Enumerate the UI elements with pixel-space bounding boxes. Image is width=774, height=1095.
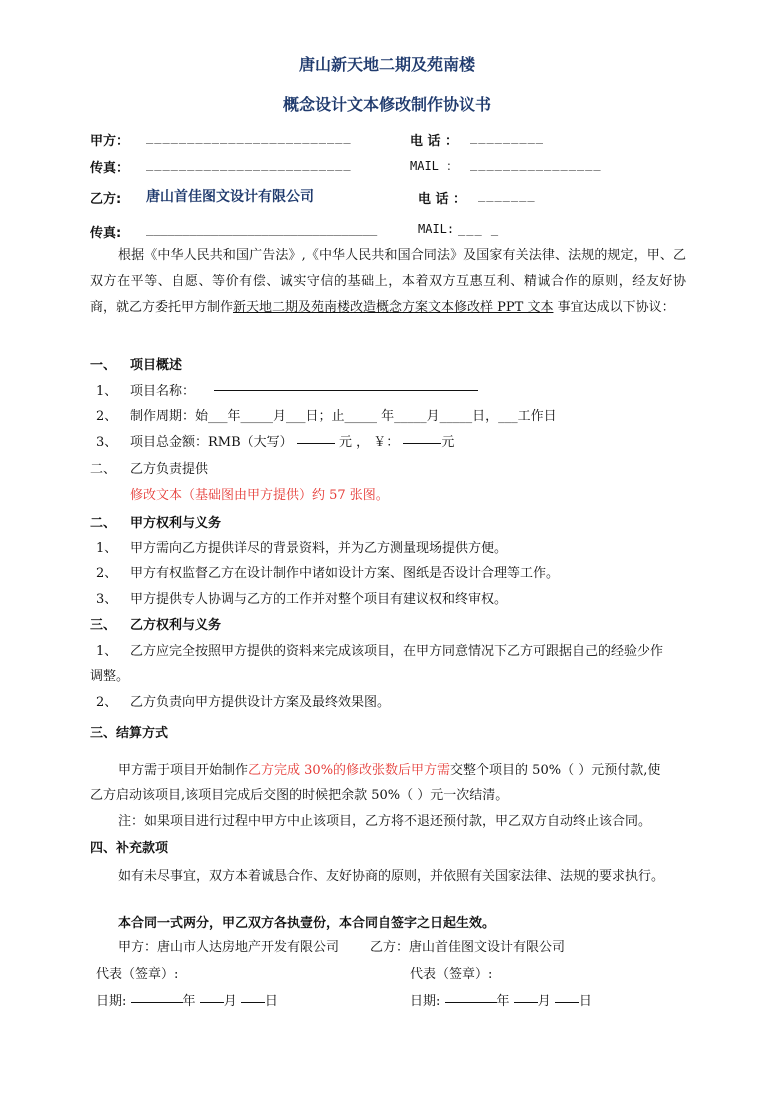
day-label: 日 bbox=[578, 994, 592, 1009]
party-b-mail-blank: ___ _ bbox=[458, 222, 500, 236]
section2a-title: 乙方负责提供 bbox=[130, 462, 209, 477]
settlement-text-b: 交整个项目的 50%（ ）元预付款,使 bbox=[450, 763, 661, 778]
intro-paragraph bbox=[90, 243, 686, 321]
section1-number: 一、 bbox=[90, 358, 117, 373]
party-a-phone-blank: _________ bbox=[470, 130, 545, 144]
year-label: 年 bbox=[182, 994, 196, 1009]
amount-upper-line bbox=[297, 442, 335, 444]
s3-item1-text: 乙方应完全按照甲方提供的资料来完成该项目，在甲方同意情况下乙方可跟据自己的经验少作 bbox=[130, 644, 664, 659]
s2-item3-num: 3、 bbox=[96, 592, 118, 607]
party-b-date bbox=[410, 990, 592, 1009]
party-b-mail-label: MAIL: bbox=[418, 222, 455, 236]
party-a-mail-blank: ________________ bbox=[470, 157, 602, 171]
year-label: 年 bbox=[496, 994, 510, 1009]
amount-label: 项目总金额：RMB（大写） bbox=[130, 435, 293, 450]
s2-item2-text: 甲方有权监督乙方在设计制作中诸如设计方案、图纸是否设计合理等工作。 bbox=[130, 566, 560, 581]
party-a-rep: 代表（签章）: bbox=[96, 967, 179, 982]
party-a-mail-label: MAIL ： bbox=[410, 159, 459, 173]
date-label: 日期: bbox=[96, 994, 127, 1009]
month-label: 月 bbox=[223, 994, 237, 1009]
s3-item2-text: 乙方负责向甲方提供设计方案及最终效果图。 bbox=[130, 695, 391, 710]
s2-item3-text: 甲方提供专人协调与乙方的工作并对整个项目有建议权和终审权。 bbox=[130, 592, 508, 607]
s2-item1-num: 1、 bbox=[96, 541, 118, 556]
party-a-signature-label: 甲方：唐山市人达房地产开发有限公司 bbox=[118, 940, 340, 955]
intro-text-2: 事宜达成以下协议： bbox=[557, 300, 675, 315]
party-a-fax-label: 传真： bbox=[90, 161, 130, 176]
date-label: 日期: bbox=[410, 994, 441, 1009]
section3-number: 三、 bbox=[90, 618, 117, 633]
year-line bbox=[131, 1001, 183, 1003]
party-b-rep: 代表（签章）: bbox=[410, 967, 493, 982]
party-b-signature-label: 乙方：唐山首佳图文设计有限公司 bbox=[370, 940, 566, 955]
party-b-fax-label: 传真: bbox=[90, 226, 122, 241]
section1-title: 项目概述 bbox=[130, 358, 183, 373]
month-label: 月 bbox=[537, 994, 551, 1009]
s1-item1-num: 1、 bbox=[96, 384, 118, 399]
amount-mid: 元 ， ￥： bbox=[338, 435, 400, 450]
party-a-fax-blank: _________________________ bbox=[146, 157, 352, 171]
section2-number: 二、 bbox=[90, 516, 117, 531]
s1-item3-text bbox=[130, 431, 454, 450]
party-b-label: 乙方: bbox=[90, 192, 122, 207]
month-line bbox=[200, 1001, 224, 1003]
settlement-note: 注：如果项目进行过程中甲方中止该项目，乙方将不退还预付款，甲乙双方自动终止该合同。 bbox=[118, 814, 652, 829]
s2-item2-num: 2、 bbox=[96, 566, 118, 581]
s3-item2-num: 2、 bbox=[96, 695, 118, 710]
day-line bbox=[241, 1001, 265, 1003]
document-title: 唐山新天地二期及苑南楼 bbox=[298, 55, 475, 74]
settlement-text-a: 甲方需于项目开始制作 bbox=[118, 763, 249, 778]
party-b-phone-label: 电 话 ： bbox=[418, 192, 467, 207]
party-b-name: 唐山首佳图文设计有限公司 bbox=[146, 189, 314, 205]
s1-item2-num: 2、 bbox=[96, 409, 118, 424]
project-name-line bbox=[214, 390, 478, 391]
s1-item3-num: 3、 bbox=[96, 435, 118, 450]
s2-item1-text: 甲方需向乙方提供详尽的背景资料，并为乙方测量现场提供方便。 bbox=[130, 541, 508, 556]
month-line bbox=[514, 1001, 538, 1003]
section2a-red-text: 修改文本（基础图由甲方提供）约 57 张图。 bbox=[130, 488, 389, 503]
settlement-red-text: 乙方完成 30%的修改张数后甲方需 bbox=[248, 763, 451, 778]
s3-item1-cont: 调整。 bbox=[90, 669, 130, 684]
closing-statement: 本合同一式两分，甲乙双方各执壹份，本合同自签字之日起生效。 bbox=[118, 916, 496, 931]
intro-text-1: 根据《中华人民共和国广告法》,《中华人民共和国合同法》及国家有关法律、法规的规定，甲、乙双方在平等、自愿、等价有偿、诚实守信的基础上，本着双方互惠互利、精诚合作的原则，经友好协商，就乙方委托甲方制作 bbox=[90, 248, 686, 315]
settlement-line2: 乙方启动该项目,该项目完成后交图的时候把余款 50%（ ）元一次结清。 bbox=[90, 788, 509, 803]
settlement-title: 三、结算方式 bbox=[90, 726, 169, 741]
year-line bbox=[445, 1001, 497, 1003]
section2a-number: 二、 bbox=[90, 462, 117, 477]
s3-item1-num: 1、 bbox=[96, 644, 118, 659]
party-b-fax-blank: ________________________________ bbox=[146, 222, 378, 236]
supplement-text: 如有未尽事宜，双方本着诚恳合作、友好协商的原则，并依照有关国家法律、法规的要求执行。 bbox=[118, 869, 665, 884]
party-b-phone-blank: _______ bbox=[478, 188, 536, 202]
day-label: 日 bbox=[264, 994, 278, 1009]
day-line bbox=[555, 1001, 579, 1003]
section2-title: 甲方权利与义务 bbox=[130, 516, 222, 531]
s1-item2-text: 制作周期：始___年_____月___日；止_____ 年_____月_____日，___工作日 bbox=[130, 409, 557, 424]
supplement-title: 四、补充款项 bbox=[90, 841, 169, 856]
party-a-date bbox=[96, 990, 278, 1009]
party-a-blank: _________________________ bbox=[146, 130, 352, 144]
document-subtitle: 概念设计文本修改制作协议书 bbox=[282, 95, 491, 114]
party-a-label: 甲方： bbox=[90, 134, 130, 149]
section3-title: 乙方权利与义务 bbox=[130, 618, 222, 633]
intro-project-underlined: 新天地二期及苑南楼改造概念方案文本修改样 PPT 文本 bbox=[233, 300, 554, 315]
settlement-line1 bbox=[118, 759, 660, 778]
amount-number-line bbox=[403, 442, 441, 444]
s1-item1-label: 项目名称： bbox=[130, 384, 196, 399]
party-a-phone-label: 电 话 ： bbox=[410, 134, 459, 149]
amount-unit: 元 bbox=[441, 435, 455, 450]
